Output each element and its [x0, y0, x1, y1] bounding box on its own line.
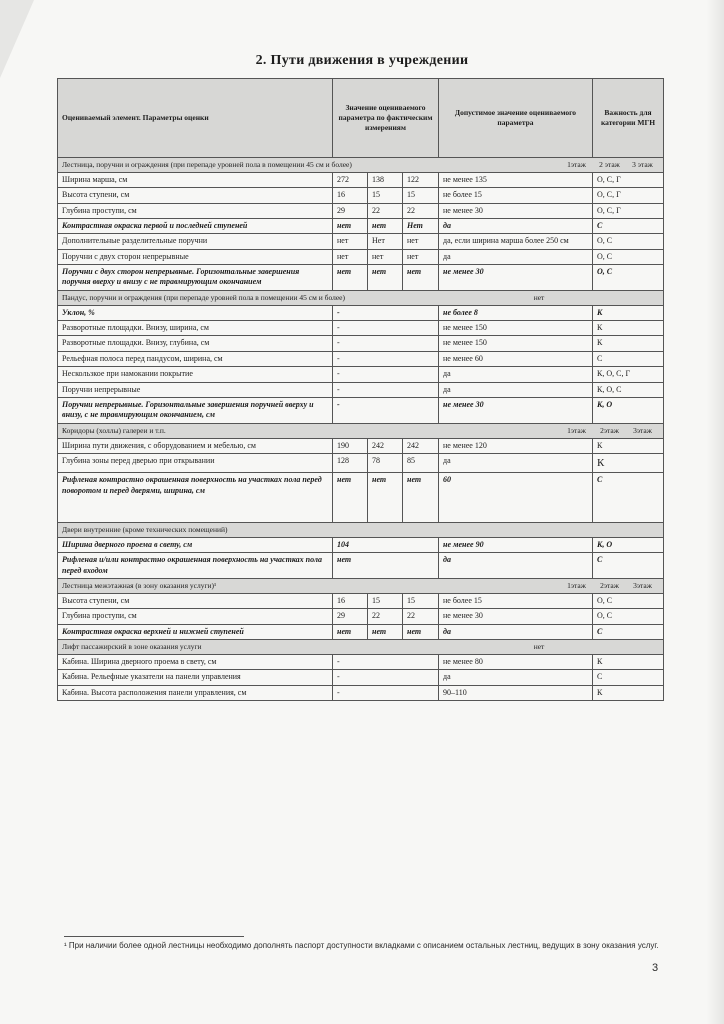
parameter-label: Глубина проступи, см [58, 609, 333, 624]
allowed-value: не менее 60 [439, 351, 593, 366]
measured-value: - [333, 654, 439, 669]
table-row [58, 654, 664, 669]
table-row [58, 537, 664, 552]
allowed-value: не менее 30 [439, 265, 593, 291]
section-header [62, 293, 659, 303]
floor-label: 2этаж [600, 425, 619, 435]
allowed-value: не более 15 [439, 188, 593, 203]
measured-value: 22 [368, 203, 403, 218]
measured-value: Нет [403, 218, 439, 233]
floor-labels [560, 581, 659, 591]
parameter-label: Поручни с двух сторон непрерывные [58, 249, 333, 264]
allowed-value: да, если ширина марша более 250 см [439, 234, 593, 249]
parameter-label: Рифленая и/или контрастно окрашенная поверхность на участках пола перед входом [58, 553, 333, 579]
importance-category: С [593, 473, 664, 523]
header-value: Значение оцениваемого параметра по фактическим измерениям [333, 79, 439, 158]
parameter-label: Ширина пути движения, с оборудованием и мебелью, см [58, 438, 333, 453]
importance-category: К [593, 321, 664, 336]
importance-category: К [593, 305, 664, 320]
section-title: Лестница, поручни и ограждения (при перепаде уровней пола в помещении 45 см и более) [62, 160, 352, 169]
floor-labels [560, 426, 659, 436]
footnote: ¹ При наличии более одной лестницы необходимо дополнять паспорт доступности вкладками с описанием остальных лестниц, ведущих в зону оказания услуг. [64, 941, 659, 950]
parameter-label: Кабина. Ширина дверного проема в свету, см [58, 654, 333, 669]
section-title: Двери внутренние (кроме технических помещений) [62, 525, 228, 535]
parameter-label: Высота ступени, см [58, 188, 333, 203]
floor-label: 1этаж [567, 425, 586, 435]
section-header-row [58, 579, 664, 594]
allowed-value: не менее 120 [439, 438, 593, 453]
measured-value: 22 [403, 609, 439, 624]
table-row [58, 473, 664, 523]
parameter-label: Глубина проступи, см [58, 203, 333, 218]
section-header [62, 581, 659, 591]
allowed-value: 90–110 [439, 685, 593, 700]
measured-value: нет [368, 265, 403, 291]
scan-shadow [706, 0, 724, 1024]
measured-value: 242 [403, 438, 439, 453]
header-element: Оцениваемый элемент. Параметры оценки [58, 79, 333, 158]
section-title-cell [58, 579, 664, 594]
table-row [58, 172, 664, 187]
measured-value: 242 [368, 438, 403, 453]
importance-category: С [593, 670, 664, 685]
measured-value: 122 [403, 172, 439, 187]
footnote-rule [64, 936, 244, 937]
importance-category: К [593, 654, 664, 669]
section-header-row [58, 523, 664, 538]
measured-value: нет [333, 249, 368, 264]
measured-value: нет [403, 249, 439, 264]
measured-value: 138 [368, 172, 403, 187]
importance-category: С [593, 553, 664, 579]
table-row [58, 188, 664, 203]
measured-value: 15 [368, 188, 403, 203]
measured-value: - [333, 336, 439, 351]
measured-value: - [333, 367, 439, 382]
floor-label: 1этаж [567, 160, 586, 169]
parameter-label: Рифленая контрастно окрашенная поверхность на участках пола перед поворотом и перед дверями, ширина, см [58, 473, 333, 523]
section-title-cell [58, 290, 664, 305]
header-allowed: Допустимое значение оцениваемого параметра [439, 79, 593, 158]
importance-category: О, С, Г [593, 203, 664, 218]
section-header [62, 160, 659, 170]
allowed-value: не менее 150 [439, 336, 593, 351]
parameter-label: Поручни с двух сторон непрерывные. Горизонтальные завершения поручня вверху и внизу с не травмирующим окончанием [58, 265, 333, 291]
measured-value: нет [403, 624, 439, 639]
measured-value: 22 [403, 203, 439, 218]
measured-value: Нет [368, 234, 403, 249]
table-row [58, 670, 664, 685]
table-row [58, 397, 664, 423]
table-row [58, 203, 664, 218]
table-row [58, 367, 664, 382]
table-row [58, 265, 664, 291]
section-value-note: нет [533, 292, 545, 302]
allowed-value: не менее 30 [439, 397, 593, 423]
parameter-label: Кабина. Высота расположения панели управления, см [58, 685, 333, 700]
assessment-table [57, 78, 664, 701]
section-header-row [58, 640, 664, 655]
table-row [58, 685, 664, 700]
measured-value: 29 [333, 203, 368, 218]
floor-labels [560, 160, 659, 170]
measured-value: 22 [368, 609, 403, 624]
allowed-value: 60 [439, 473, 593, 523]
parameter-label: Рельефная полоса перед пандусом, ширина, см [58, 351, 333, 366]
table-row [58, 234, 664, 249]
floor-label: 1этаж [567, 581, 586, 591]
measured-value: нет [333, 234, 368, 249]
measured-value: нет [333, 624, 368, 639]
measured-value: - [333, 670, 439, 685]
table-body [58, 158, 664, 701]
measured-value: 16 [333, 593, 368, 608]
allowed-value: да [439, 670, 593, 685]
allowed-value: не менее 135 [439, 172, 593, 187]
measured-value: - [333, 382, 439, 397]
section-header-row [58, 290, 664, 305]
measured-value: 15 [368, 593, 403, 608]
table-row [58, 305, 664, 320]
measured-value: 128 [333, 453, 368, 472]
measured-value: 85 [403, 453, 439, 472]
allowed-value: да [439, 367, 593, 382]
floor-label: 3 этаж [632, 160, 653, 169]
allowed-value: не менее 30 [439, 203, 593, 218]
parameter-label: Поручни непрерывные [58, 382, 333, 397]
section-header-row [58, 158, 664, 173]
parameter-label: Разворотные площадки. Внизу, глубина, см [58, 336, 333, 351]
measured-value: - [333, 321, 439, 336]
importance-category: К [593, 336, 664, 351]
measured-value: нет [333, 265, 368, 291]
table-row [58, 553, 664, 579]
floor-label: 3этаж [633, 581, 652, 591]
measured-value: нет [333, 218, 368, 233]
parameter-label: Контрастная окраска верхней и нижней ступеней [58, 624, 333, 639]
importance-category: О, С [593, 265, 664, 291]
table-row [58, 218, 664, 233]
measured-value: нет [368, 624, 403, 639]
measured-value: 29 [333, 609, 368, 624]
table-row [58, 609, 664, 624]
table-row [58, 624, 664, 639]
measured-value: 16 [333, 188, 368, 203]
allowed-value: да [439, 553, 593, 579]
section-title-cell [58, 640, 664, 655]
measured-value: нет [333, 553, 439, 579]
measured-value: нет [368, 473, 403, 523]
section-title: Пандус, поручни и ограждения (при перепаде уровней пола в помещении 45 см и более) [62, 292, 345, 302]
table-header-row [58, 79, 664, 158]
measured-value: 78 [368, 453, 403, 472]
floor-label: 2этаж [600, 581, 619, 591]
section-header [62, 642, 659, 652]
allowed-value: да [439, 453, 593, 472]
measured-value: - [333, 305, 439, 320]
section-title-cell [58, 423, 664, 438]
page-title: 2. Пути движения в учреждении [255, 53, 469, 68]
section-title-cell [58, 158, 664, 173]
measured-value: 272 [333, 172, 368, 187]
section-title: Коридоры (холлы) галереи и т.п. [62, 425, 166, 435]
measured-value: нет [368, 218, 403, 233]
parameter-label: Поручни непрерывные. Горизонтальные завершения поручней вверху и внизу, с не травмирующим окончанием, см [58, 397, 333, 423]
importance-category: С [593, 218, 664, 233]
measured-value: нет [368, 249, 403, 264]
measured-value: 190 [333, 438, 368, 453]
measured-value: 15 [403, 188, 439, 203]
measured-value: нет [403, 265, 439, 291]
section-title: Лестница межэтажная (в зону оказания услуги)¹ [62, 581, 217, 591]
measured-value: - [333, 397, 439, 423]
importance-category: О, С [593, 234, 664, 249]
parameter-label: Ширина марша, см [58, 172, 333, 187]
table-row [58, 249, 664, 264]
allowed-value: не менее 90 [439, 537, 593, 552]
parameter-label: Дополнительные разделительные поручни [58, 234, 333, 249]
table-row [58, 321, 664, 336]
section-title: Лифт пассажирский в зоне оказания услуги [62, 642, 202, 652]
importance-category: К, О, С, Г [593, 367, 664, 382]
measured-value: 15 [403, 593, 439, 608]
allowed-value: да [439, 382, 593, 397]
parameter-label: Разворотные площадки. Внизу, ширина, см [58, 321, 333, 336]
parameter-label: Контрастная окраска первой и последней ступеней [58, 218, 333, 233]
measured-value: нет [403, 234, 439, 249]
allowed-value: да [439, 249, 593, 264]
page-number: 3 [652, 962, 659, 974]
section-header [62, 426, 659, 436]
floor-label: 3этаж [633, 425, 652, 435]
parameter-label: Нескользкое при намокании покрытие [58, 367, 333, 382]
allowed-value: не более 8 [439, 305, 593, 320]
allowed-value: не менее 80 [439, 654, 593, 669]
section-value-note: нет [533, 642, 545, 652]
importance-category: О, С, Г [593, 188, 664, 203]
table-row [58, 593, 664, 608]
parameter-label: Кабина. Рельефные указатели на панели управления [58, 670, 333, 685]
table-row [58, 351, 664, 366]
importance-category: К [593, 685, 664, 700]
measured-value: - [333, 351, 439, 366]
table-row [58, 382, 664, 397]
measured-value: - [333, 685, 439, 700]
table-row [58, 438, 664, 453]
parameter-label: Глубина зоны перед дверью при открывании [58, 453, 333, 472]
section-header-row [58, 423, 664, 438]
parameter-label: Высота ступени, см [58, 593, 333, 608]
section-title-cell [58, 523, 664, 538]
importance-category: К [593, 453, 664, 472]
allowed-value: не менее 30 [439, 609, 593, 624]
allowed-value: да [439, 624, 593, 639]
importance-category: К, О [593, 397, 664, 423]
importance-category: К [593, 438, 664, 453]
allowed-value: не менее 150 [439, 321, 593, 336]
importance-category: О, С [593, 593, 664, 608]
table-row [58, 336, 664, 351]
header-importance: Важность для категории МГН [593, 79, 664, 158]
floor-label: 2 этаж [599, 160, 620, 169]
allowed-value: да [439, 218, 593, 233]
importance-category: О, С [593, 249, 664, 264]
importance-category: С [593, 624, 664, 639]
parameter-label: Ширина дверного проема в свету, см [58, 537, 333, 552]
importance-category: К, О, С [593, 382, 664, 397]
measured-value: 104 [333, 537, 439, 552]
section-header [62, 525, 659, 535]
importance-category: О, С, Г [593, 172, 664, 187]
parameter-label: Уклон, % [58, 305, 333, 320]
measured-value: нет [403, 473, 439, 523]
allowed-value: не более 15 [439, 593, 593, 608]
importance-category: С [593, 351, 664, 366]
importance-category: О, С [593, 609, 664, 624]
measured-value: нет [333, 473, 368, 523]
importance-category: К, О [593, 537, 664, 552]
table-row [58, 453, 664, 472]
